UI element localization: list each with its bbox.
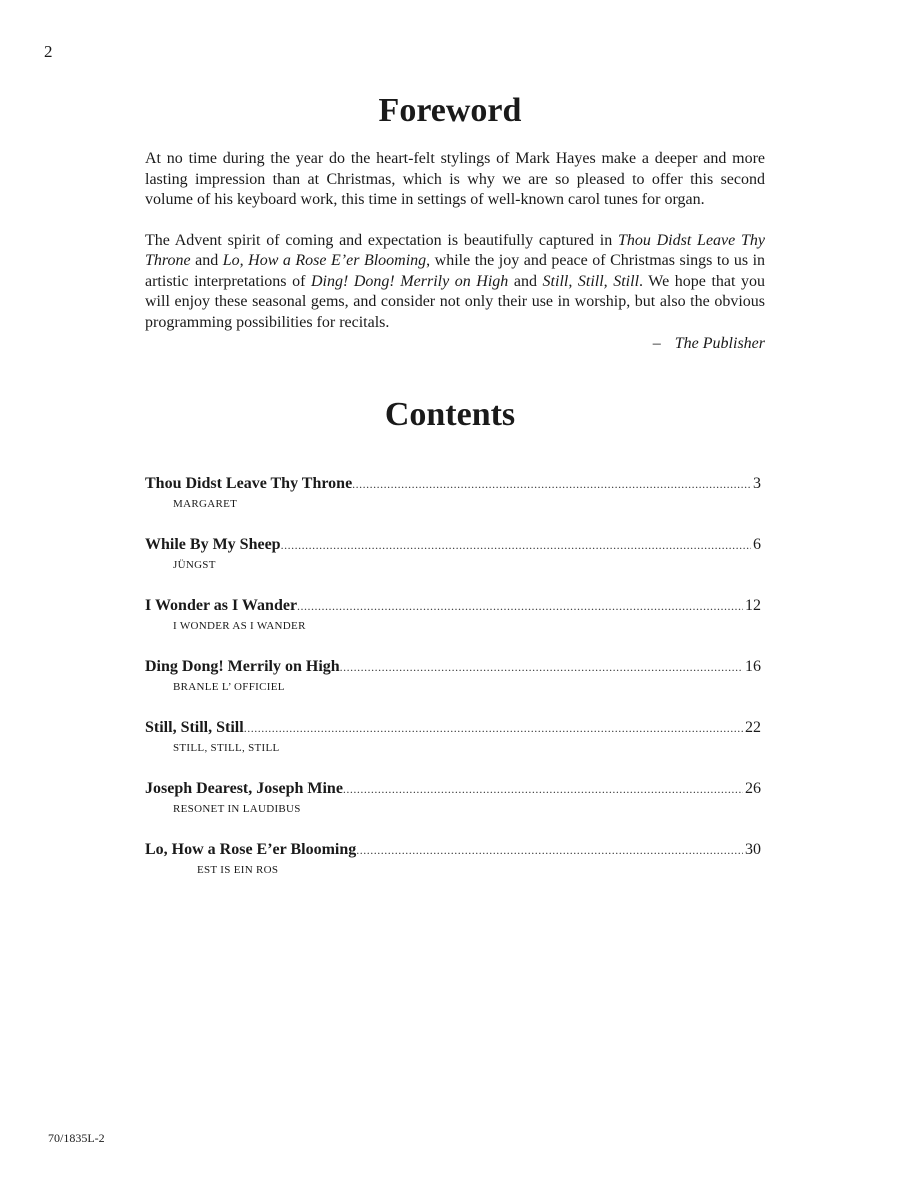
toc-entry[interactable] [145, 718, 761, 779]
paragraph-2-text-4: and [508, 272, 543, 290]
toc-line [145, 596, 761, 616]
toc-title: While By My Sheep [145, 536, 281, 553]
paragraph-2-text-3: , while the joy and peace of Christmas sings to us in artistic interpretations of [145, 252, 766, 290]
toc-leader-dots [281, 535, 751, 555]
toc-tune-name: STILL, STILL, STILL [173, 742, 280, 754]
toc-title: Still, Still, Still [145, 719, 244, 736]
attribution-publisher: The Publisher [674, 335, 765, 352]
toc-leader-dots [343, 779, 743, 799]
toc-tune-name: MARGARET [173, 498, 238, 510]
toc-line [145, 535, 761, 555]
toc-line [145, 840, 761, 860]
toc-entry[interactable] [145, 840, 761, 901]
toc-tune-name: JÜNGST [173, 559, 216, 571]
toc-entry[interactable] [145, 779, 761, 840]
toc-page-number: 26 [745, 780, 761, 797]
foreword-body [145, 149, 765, 355]
foreword-paragraph-1: At no time during the year do the heart-felt stylings of Mark Hayes make a deeper and more lasting impression than at Christmas, which is why we are so pleased to offer this second volume of his keyboard work, this time in settings of well-known carol tunes for organ. [145, 150, 765, 208]
toc-entry[interactable] [145, 596, 761, 657]
toc-page-number: 30 [745, 841, 761, 858]
toc-title: Ding Dong! Merrily on High [145, 658, 340, 675]
toc-page-number: 22 [745, 719, 761, 736]
title-ding-dong: Ding! Dong! Merrily on High [310, 272, 509, 290]
toc-tune-name: RESONET IN LAUDIBUS [173, 803, 301, 815]
attribution [145, 334, 765, 355]
title-thou-didst-leave: Thou Didst Leave Thy Throne [145, 231, 766, 269]
paragraph-2-text-5: . We hope that you will enjoy these seasonal gems, and consider not only their use in worship, but also the obvious programming possibilities for recitals. [145, 272, 765, 331]
toc-page-number: 3 [753, 475, 761, 492]
toc-tune-name: EST IS EIN ROS [197, 864, 279, 876]
table-of-contents [145, 474, 761, 901]
toc-leader-dots [297, 596, 743, 616]
paragraph-2-text-2: and [190, 252, 223, 269]
toc-leader-dots [244, 718, 743, 738]
toc-title: I Wonder as I Wander [145, 597, 298, 614]
toc-tune-name: I WONDER AS I WANDER [173, 620, 306, 632]
toc-line [145, 474, 761, 494]
toc-entry[interactable] [145, 535, 761, 596]
toc-title: Lo, How a Rose E’er Blooming [145, 841, 357, 858]
toc-leader-dots [352, 474, 751, 494]
toc-page-number: 12 [745, 597, 761, 614]
toc-line [145, 779, 761, 799]
toc-leader-dots [356, 840, 743, 860]
paragraph-2-text-1: The Advent spirit of coming and expectation is beautifully captured in [145, 231, 618, 249]
catalog-code: 70/1835L-2 [48, 1131, 105, 1145]
foreword-title: Foreword [378, 92, 522, 129]
toc-page-number: 16 [745, 658, 761, 675]
toc-entry[interactable] [145, 474, 761, 535]
toc-tune-name: BRANLE L’ OFFICIEL [173, 681, 285, 693]
toc-line [145, 718, 761, 738]
toc-line [145, 657, 761, 677]
page-number: 2 [44, 42, 53, 61]
toc-page-number: 6 [753, 536, 761, 553]
toc-entry[interactable] [145, 657, 761, 718]
toc-leader-dots [340, 657, 743, 677]
contents-title: Contents [384, 396, 516, 433]
title-still-still-still: Still, Still, Still [542, 272, 640, 290]
title-lo-how-a-rose: Lo, How a Rose E’er Blooming [222, 252, 427, 269]
toc-title: Thou Didst Leave Thy Throne [145, 475, 353, 492]
foreword-paragraph-2 [145, 231, 765, 334]
toc-title: Joseph Dearest, Joseph Mine [145, 780, 343, 797]
attribution-dash: – [652, 335, 661, 352]
